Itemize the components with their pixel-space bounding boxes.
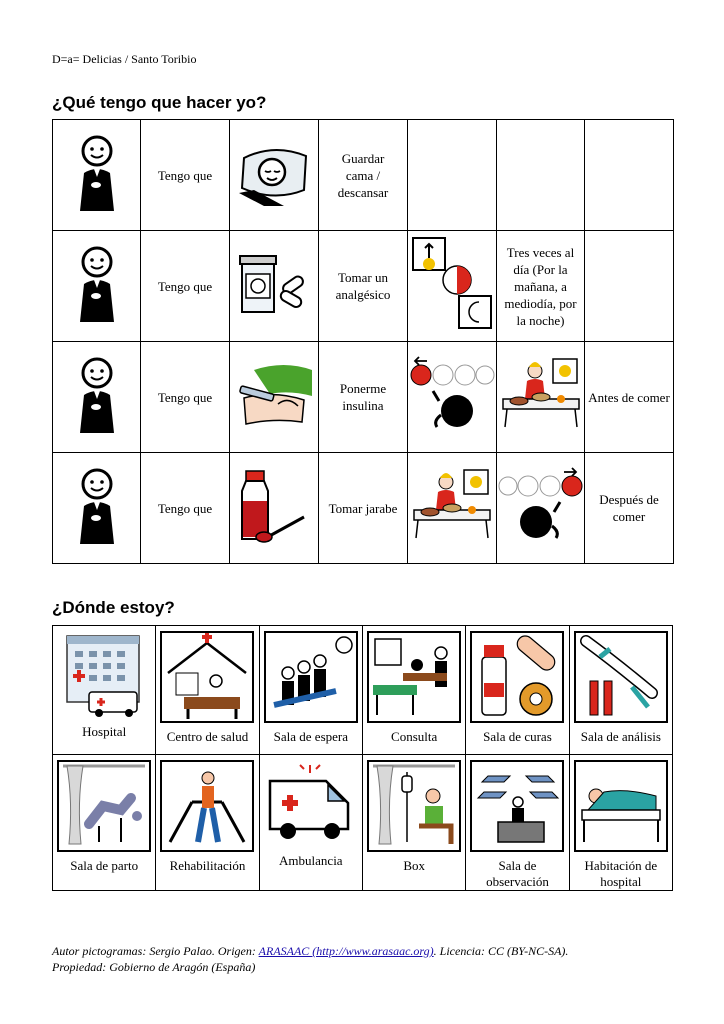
sleeping-in-bed-icon	[234, 138, 314, 208]
person-pointing-self-icon	[72, 355, 122, 435]
place-label: Sala de curas	[483, 729, 552, 744]
action-text: Ponerme insulina	[319, 342, 408, 453]
place-waiting-room	[259, 626, 362, 755]
place-treatment-room	[466, 626, 569, 755]
delivery-room-icon	[57, 760, 151, 852]
action-text: Tomar jarabe	[319, 453, 408, 564]
rest-in-bed-icon-cell	[230, 120, 319, 231]
credits-license: . Licencia: CC (BY-NC-SA).	[433, 944, 569, 958]
task-row	[53, 231, 674, 342]
document-header: D=a= Delicias / Santo Toribio	[52, 52, 197, 66]
place-delivery-room	[53, 755, 156, 891]
hospital-building-icon	[59, 630, 149, 718]
tasks-table	[52, 119, 674, 564]
blood-test-icon	[574, 631, 668, 723]
credits-author: Autor pictogramas: Sergio Palao. Origen:	[52, 944, 259, 958]
hospital-room-icon	[574, 760, 668, 852]
treatment-room-icon	[470, 631, 564, 723]
place-consultation	[362, 626, 465, 755]
subject-text: Tengo que	[141, 120, 230, 231]
painkiller-icon-cell	[230, 231, 319, 342]
person-icon-cell	[53, 231, 141, 342]
health-center-icon	[160, 631, 254, 723]
syrup-bottle-spoon-icon	[234, 467, 314, 545]
insulin-icon-cell	[230, 342, 319, 453]
person-icon-cell	[53, 453, 141, 564]
task-row	[53, 120, 674, 231]
place-rehabilitation	[156, 755, 259, 891]
lunch-table-icon	[410, 466, 494, 546]
syrup-icon-cell	[230, 453, 319, 564]
heading-where-am-i: ¿Dónde estoy?	[52, 598, 175, 617]
places-row	[53, 755, 673, 891]
place-box	[362, 755, 465, 891]
credits-line-2: Propiedad: Gobierno de Aragón (España)	[52, 960, 256, 974]
subject-text: Tengo que	[141, 231, 230, 342]
place-hospital-room	[569, 755, 672, 891]
heading-what-to-do: ¿Qué tengo que hacer yo?	[52, 93, 267, 112]
place-analysis-room	[569, 626, 672, 755]
empty-cell	[408, 120, 497, 231]
observation-room-icon	[470, 760, 564, 852]
place-ambulance	[259, 755, 362, 891]
place-label: Centro de salud	[166, 729, 249, 744]
place-label: Sala de análisis	[580, 729, 661, 744]
credits-footer	[52, 943, 568, 975]
person-pointing-self-icon	[72, 133, 122, 213]
ambulance-icon	[266, 759, 356, 847]
place-label: Habitación de hospital	[584, 858, 658, 889]
extra-text: Después de comer	[585, 453, 674, 564]
person-icon-cell	[53, 120, 141, 231]
place-label: Box	[403, 858, 425, 873]
after-icon-cell	[497, 453, 585, 564]
waiting-room-icon	[264, 631, 358, 723]
place-observation-room	[466, 755, 569, 891]
meal-icon-cell	[497, 342, 585, 453]
extra-text	[585, 231, 674, 342]
meal-icon-cell	[408, 453, 497, 564]
person-pointing-self-icon	[72, 244, 122, 324]
subject-text: Tengo que	[141, 453, 230, 564]
pill-bottle-icon	[234, 252, 314, 316]
credits-line-1	[52, 943, 568, 959]
place-label: Sala de parto	[70, 858, 139, 873]
before-icon-cell	[408, 342, 497, 453]
extra-text	[585, 120, 674, 231]
place-label: Sala de espera	[273, 729, 348, 744]
clock-icon-cell	[408, 231, 497, 342]
person-icon-cell	[53, 342, 141, 453]
box-room-icon	[367, 760, 461, 852]
before-clock-icon	[409, 355, 495, 435]
place-label: Consulta	[391, 729, 438, 744]
extra-text: Antes de comer	[585, 342, 674, 453]
consultation-room-icon	[367, 631, 461, 723]
place-hospital	[53, 626, 156, 755]
action-text: Guardar cama / descansar	[319, 120, 408, 231]
lunch-table-icon	[499, 355, 583, 435]
rehabilitation-icon	[160, 760, 254, 852]
place-label: Ambulancia	[279, 853, 343, 868]
arasaac-link[interactable]: ARASAAC (http://www.arasaac.org)	[258, 944, 434, 958]
person-pointing-self-icon	[72, 466, 122, 546]
place-label: Rehabilitación	[169, 858, 246, 873]
places-row	[53, 626, 673, 755]
insulin-injection-icon	[234, 360, 314, 430]
subject-text: Tengo que	[141, 342, 230, 453]
place-label: Sala de observación	[486, 858, 549, 889]
task-row	[53, 342, 674, 453]
when-text	[497, 120, 585, 231]
when-text: Tres veces al día (Por la mañana, a mediodía, por la noche)	[497, 231, 585, 342]
task-row	[53, 453, 674, 564]
places-table	[52, 625, 673, 891]
action-text: Tomar un analgésico	[319, 231, 408, 342]
place-label: Hospital	[82, 724, 127, 739]
place-health-center	[156, 626, 259, 755]
after-clock-icon	[498, 466, 584, 546]
morning-noon-night-clock-icon	[409, 234, 495, 334]
